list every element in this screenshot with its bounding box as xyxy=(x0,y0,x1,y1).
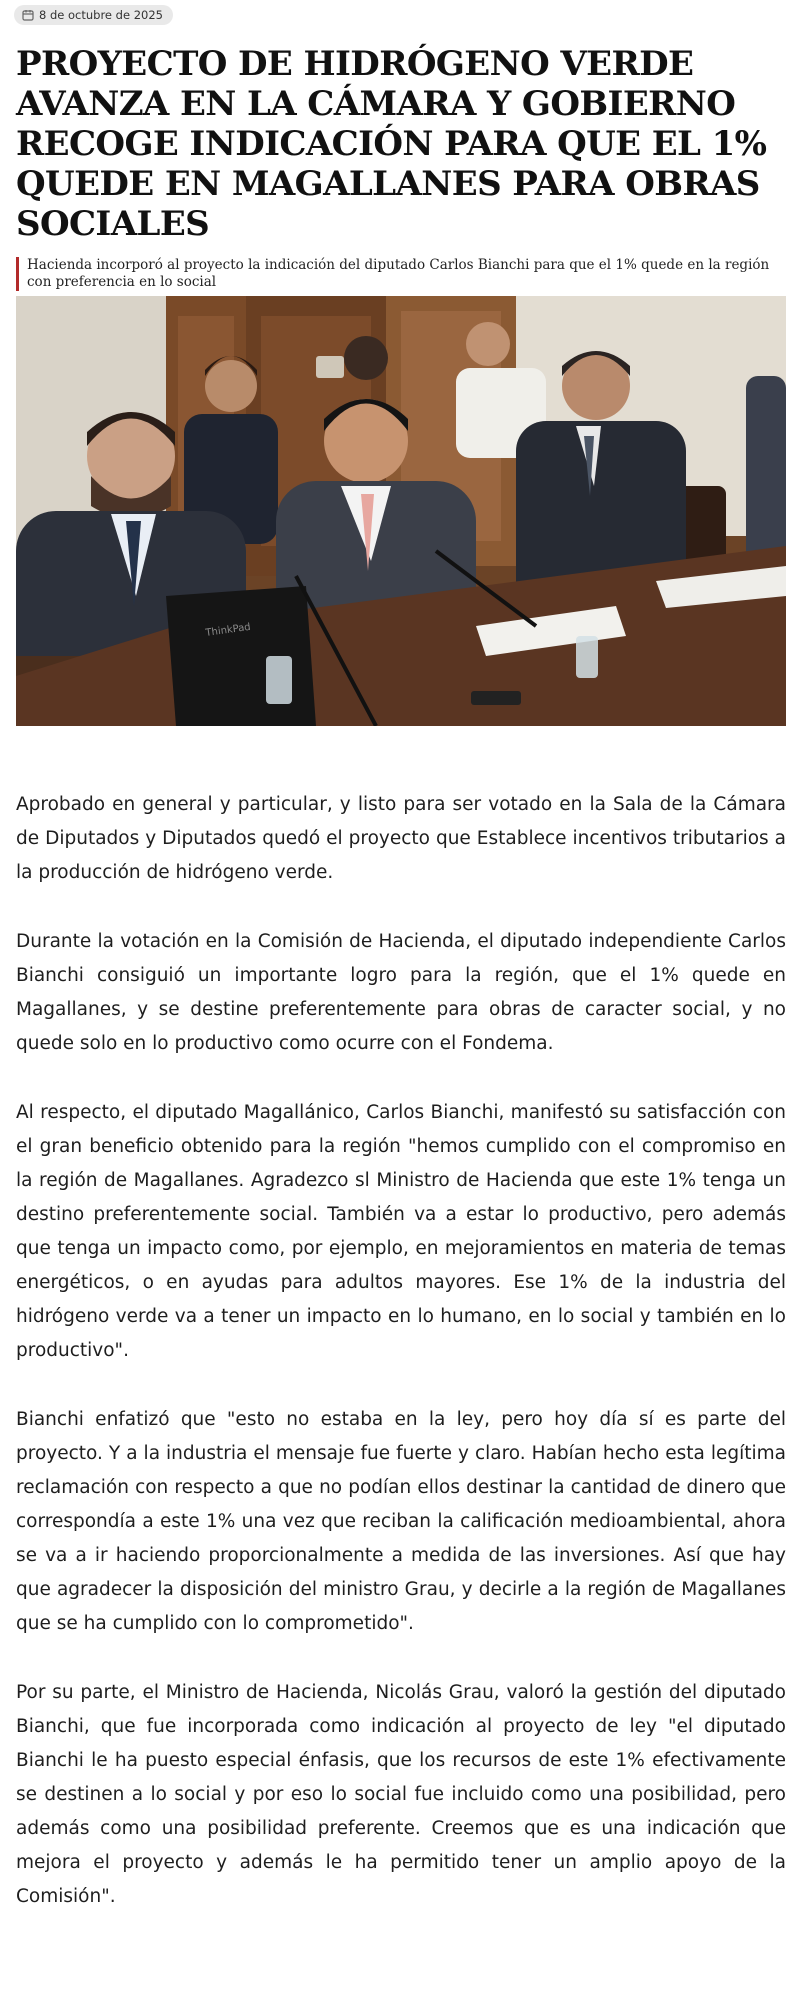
date-text: 8 de octubre de 2025 xyxy=(39,8,163,22)
article-photo xyxy=(16,296,786,726)
article-subheadline: Hacienda incorporó al proyecto la indicación del diputado Carlos Bianchi para que el 1% quede en la región con preferencia en lo social xyxy=(16,257,791,291)
article-paragraph: Bianchi enfatizó que "esto no estaba en la ley, pero hoy día sí es parte del proyecto. Y a la industria el mensaje fue fuerte y claro. Habían hecho esta legítima reclamación con respecto a que no podían ellos destinar la cantidad de dinero que correspondía a este 1% una vez que reciban la calificación medioambiental, ahora se va a ir haciendo proporcionalmente a medida de las inversiones. Así que hay que agradecer la disposición del ministro Grau, y decirle a la región de Magallanes que se ha cumplido con lo comprometido". xyxy=(16,1409,786,1634)
date-badge xyxy=(14,5,173,25)
calendar-icon xyxy=(22,9,34,21)
article-paragraph: Durante la votación en la Comisión de Hacienda, el diputado independiente Carlos Bianchi consiguió un importante logro para la región, que el 1% quede en Magallanes, y se destine preferentemente para obras de caracter social, y no quede solo en lo productivo como ocurre con el Fondema. xyxy=(16,931,786,1054)
article-paragraph: Al respecto, el diputado Magallánico, Carlos Bianchi, manifestó su satisfacción con el gran beneficio obtenido para la región "hemos cumplido con el compromiso en la región de Magallanes. Agradezco sl Ministro de Hacienda que este 1% tenga un destino preferentemente social. También va a estar lo productivo, pero además que tenga un impacto como, por ejemplo, en mejoramientos en materia de temas energéticos, o en ayudas para adultos mayores. Ese 1% de la industria del hidrógeno verde va a tener un impacto en lo humano, en lo social y también en lo productivo". xyxy=(16,1102,786,1361)
laptop-brand-label: ThinkPad xyxy=(204,621,252,639)
article-body xyxy=(16,788,786,1949)
article-paragraph: Aprobado en general y particular, y listo para ser votado en la Sala de la Cámara de Diputados y Diputados quedó el proyecto que Establece incentivos tributarios a la producción de hidrógeno verde. xyxy=(16,794,786,883)
article-headline: PROYECTO DE HIDRÓGENO VERDE AVANZA EN LA CÁMARA Y GOBIERNO RECOGE INDICACIÓN PARA QUE EL 1% QUEDE EN MAGALLANES PARA OBRAS SOCIALES xyxy=(16,44,767,244)
article-paragraph: Por su parte, el Ministro de Hacienda, Nicolás Grau, valoró la gestión del diputado Bianchi, que fue incorporada como indicación al proyecto de ley "el diputado Bianchi le ha puesto especial énfasis, que los recursos de este 1% efectivamente se destinen a lo social y por eso lo social fue incluido como una posibilidad, pero además como una posibilidad preferente. Creemos que es una indicación que mejora el proyecto y además le ha permitido tener un amplio apoyo de la Comisión". xyxy=(16,1682,786,1907)
